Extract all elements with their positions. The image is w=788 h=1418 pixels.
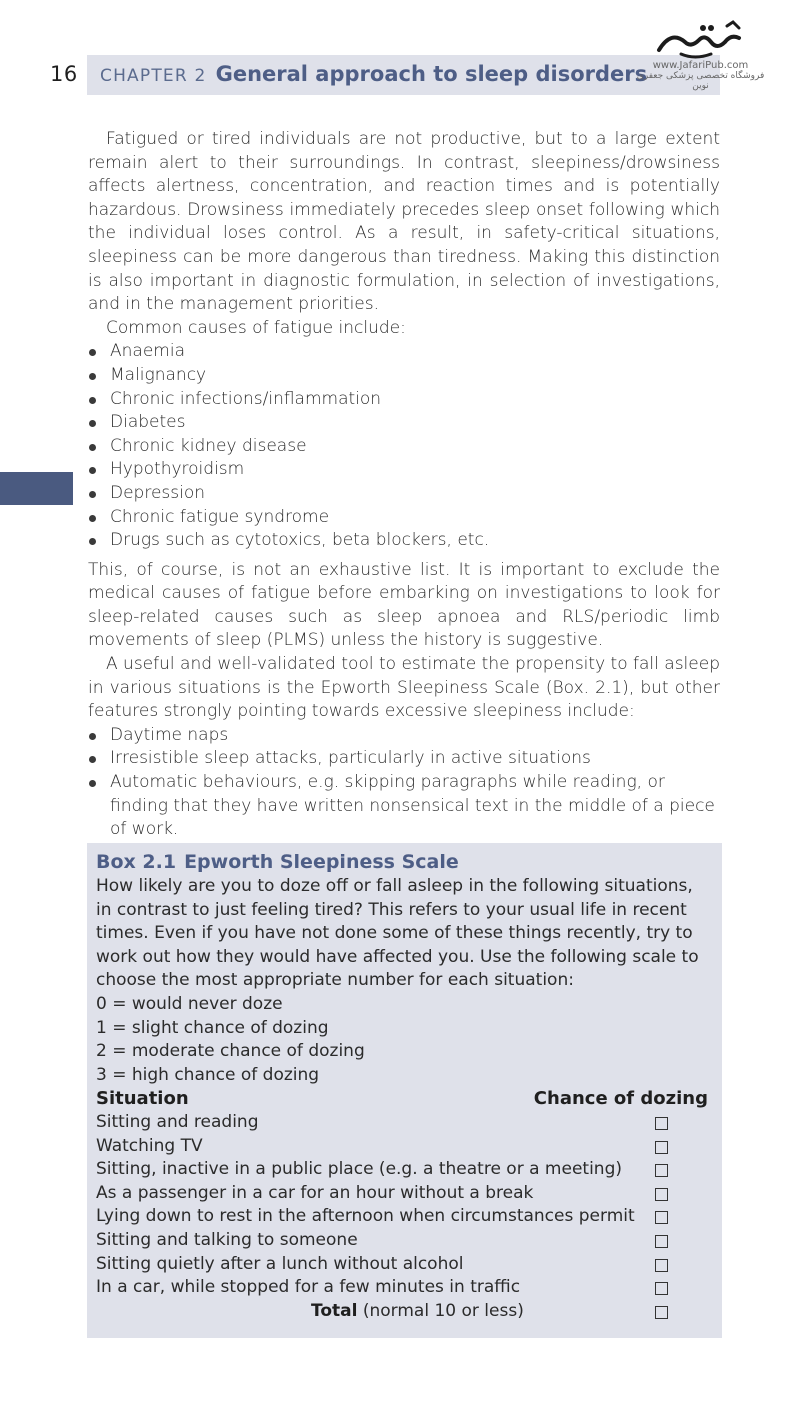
dozing-checkbox[interactable]: [655, 1259, 668, 1272]
paragraph-causes-intro: Common causes of fatigue include:: [106, 317, 406, 338]
list-item: Chronic infections/inflammation: [88, 388, 720, 412]
chapter-thumb-tab: [0, 472, 73, 505]
table-row: [96, 1158, 708, 1182]
logo-mark-icon: [651, 20, 751, 62]
box-title-text: Epworth Sleepiness Scale: [184, 851, 459, 873]
logo-persian-text: فروشگاه تخصصی پزشکی جعفری نوین: [636, 71, 765, 91]
sleepiness-features-list: [88, 724, 720, 842]
dozing-checkbox[interactable]: [655, 1164, 668, 1177]
epworth-box-content: [96, 849, 708, 1319]
table-row: [96, 1253, 708, 1277]
dozing-checkbox[interactable]: [655, 1211, 668, 1224]
box-number: Box 2.1: [96, 851, 177, 873]
dozing-checkbox[interactable]: [655, 1235, 668, 1248]
list-item: Anaemia: [88, 340, 720, 364]
paragraph-fatigue-vs-sleepiness: Fatigued or tired individuals are not productive, but to a large extent remain alert to their surroundings. In contrast, sleepiness/drowsiness affects alertness, concentration, and reaction times and is potentially hazardous. Drowsiness immediately precedes sleep onset following which the individual loses control. As a result, in safety-critical situations, sleepiness can be more dangerous than tiredness. Making this distinction is also important in diagnostic formulation, in selection of investigations, and in the management priorities.: [88, 129, 720, 315]
box-intro: How likely are you to doze off or fall asleep in the following situations, in contrast to just feeling tired? This refers to your usual life in recent times. Even if you have not done some of these things recently, try to work out how they would have affected you. Use the following scale to choose the most appropriate number for each situation:: [96, 876, 699, 991]
dozing-checkbox[interactable]: [655, 1188, 668, 1201]
list-item: Diabetes: [88, 411, 720, 435]
table-row: [96, 1182, 708, 1206]
list-item: Daytime naps: [88, 724, 720, 748]
situation-label: In a car, while stopped for a few minutes in traffic: [96, 1277, 521, 1298]
situation-label: Sitting quietly after a lunch without alcohol: [96, 1253, 464, 1274]
total-row: [96, 1300, 708, 1319]
dozing-checkbox[interactable]: [655, 1117, 668, 1130]
table-row: [96, 1205, 708, 1229]
paragraph-not-exhaustive: This, of course, is not an exhaustive list. It is important to exclude the medical causes of fatigue before embarking on investigations to look for sleep-related causes such as sleep apnoea and RLS/periodic limb movements of sleep (PLMS) unless the history is suggestive.: [88, 559, 720, 651]
scale-item: 3 = high chance of dozing: [96, 1064, 320, 1085]
scale-item: 2 = moderate chance of dozing: [96, 1041, 365, 1062]
paragraph-epworth-intro: A useful and well-validated tool to estimate the propensity to fall asleep in various situations is the Epworth Sleepiness Scale (Box. 2.1), but other features strongly pointing towards excessive sleepiness include:: [88, 654, 720, 722]
total-note: (normal 10 or less): [362, 1300, 524, 1321]
table-row: [96, 1111, 708, 1135]
list-item: Drugs such as cytotoxics, beta blockers, etc.: [88, 529, 720, 553]
table-row: [96, 1135, 708, 1159]
table-row: [96, 1276, 708, 1300]
list-item: Depression: [88, 482, 720, 506]
epworth-box: [87, 843, 722, 1338]
running-header: [100, 62, 647, 86]
list-item: Hypothyroidism: [88, 458, 720, 482]
chapter-title: General approach to sleep disorders: [215, 62, 648, 86]
chapter-label: CHAPTER 2: [100, 66, 207, 86]
logo-url: www.JafariPub.com: [652, 60, 749, 71]
scale-item: 1 = slight chance of dozing: [96, 1017, 329, 1038]
publisher-logo: [628, 20, 773, 100]
dozing-checkbox[interactable]: [655, 1282, 668, 1295]
list-item: Automatic behaviours, e.g. skipping paragraphs while reading, or finding that they have written nonsensical text in the middle of a piece of work.: [88, 771, 720, 842]
situation-label: Sitting, inactive in a public place (e.g. a theatre or a meeting): [96, 1159, 622, 1180]
total-label: [311, 1300, 524, 1324]
table-header: [96, 1087, 708, 1111]
situation-label: Watching TV: [96, 1135, 203, 1156]
situation-label: Lying down to rest in the afternoon when circumstances permit: [96, 1206, 635, 1227]
fatigue-causes-list: [88, 340, 720, 552]
total-checkbox[interactable]: [655, 1306, 668, 1319]
dozing-checkbox[interactable]: [655, 1141, 668, 1154]
situation-label: Sitting and reading: [96, 1111, 259, 1132]
situation-label: Sitting and talking to someone: [96, 1229, 358, 1250]
list-item: Malignancy: [88, 364, 720, 388]
table-row: [96, 1229, 708, 1253]
column-header-situation: Situation: [96, 1088, 189, 1110]
box-title: [96, 849, 708, 875]
situation-label: As a passenger in a car for an hour without a break: [96, 1182, 534, 1203]
list-item: Chronic kidney disease: [88, 435, 720, 459]
list-item: Chronic fatigue syndrome: [88, 506, 720, 530]
scale-item: 0 = would never doze: [96, 993, 283, 1014]
column-header-chance: Chance of dozing: [533, 1088, 708, 1110]
body-text: [88, 128, 720, 842]
total-word: Total: [311, 1300, 358, 1321]
page-number: 16: [50, 62, 78, 86]
list-item: Irresistible sleep attacks, particularly in active situations: [88, 747, 720, 771]
